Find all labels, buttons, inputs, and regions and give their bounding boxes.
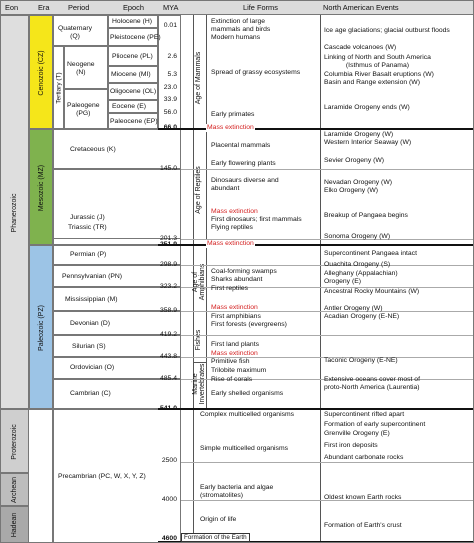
period-paleogene: Paleogene (PG) [64,89,108,129]
mya-56: 56.0 [163,109,177,116]
mya-323-2: 323.2 [159,283,177,290]
life-placental-mammals: Placental mammals [211,142,271,149]
event-grenville: Grenville Orogeny (E) [324,430,390,437]
life-modern-humans: Modern humans [211,34,261,41]
eon-hadean: Hadean [0,506,29,543]
life-mass-extinction-443: Mass extinction [211,350,258,357]
epoch-oligocene: Oligocene (OL) [108,83,158,100]
boundary-541 [158,408,474,410]
life-mass-extinction-251: Mass extinction [207,240,254,247]
period-permian: Permian (P) [53,245,181,265]
period-triassic: Triassic (TR) [68,224,107,231]
event-taconic: Taconic Orogeny (E-NE) [324,357,398,364]
table-header [0,0,474,15]
epoch-holocene: Holocene (H) [108,15,158,28]
life-first-amphibians: First amphibians [211,313,261,320]
event-earth-crust: Formation of Earth's crust [324,522,402,529]
life-first-dinosaurs: First dinosaurs; first mammals [211,216,302,223]
event-ancestral-rockies: Ancestral Rocky Mountains (W) [324,288,420,295]
header-period: Period [68,3,90,12]
period-cambrian: Cambrian (C) [53,379,181,409]
age-column-right [206,15,207,409]
period-silurian: Silurian (S) [53,335,181,357]
era-mesozoic: Mesozoic (MZ) [29,129,53,245]
event-acadian: Acadian Orogeny (E-NE) [324,313,400,320]
event-nevadan: Nevadan Orogeny (W) [324,179,392,186]
tertiary-subperiod: Tertiary (T) [53,46,64,129]
life-flowering-plants: Early flowering plants [211,160,276,167]
life-coal-swamps: Coal-forming swamps [211,268,277,275]
event-alleghany: Alleghany (Appalachian) Orogeny (E) [324,270,398,285]
life-extinction-large-mammals: Extinction of large mammals and birds [211,18,271,33]
event-isthmus-panama: Linking of North and South America (Isthmus of Panama) [324,54,431,69]
mya-419-2: 419.2 [159,331,177,338]
age-marine-invertebrates: Marine Invertebrates [192,363,206,405]
age-divider-3 [193,362,207,363]
epoch-pleistocene: Pleistocene (PE) [108,28,158,46]
event-oldest-rocks: Oldest known Earth rocks [324,494,402,501]
header-eon: Eon [5,3,19,12]
events-divider [320,15,321,543]
event-extensive-oceans: Extensive oceans cover most of proto-North America (Laurentia) [324,376,420,391]
epoch-pliocene: Pliocene (PL) [108,46,158,66]
mya-23: 23.0 [163,84,177,91]
period-jurassic: Jurassic (J) [53,169,181,239]
period-neogene: Neogene (N) [64,46,108,89]
era-paleozoic: Paleozoic (PZ) [29,245,53,409]
boundary-145 [181,169,474,170]
life-origin-of-life: Origin of life [200,516,237,523]
mya-2500: 2500 [161,457,177,464]
life-sharks-abundant: Sharks abundant [211,276,263,283]
mya-0-01: 0.01 [163,22,177,29]
life-flying-reptiles: Flying reptiles [211,224,253,231]
era-precambrian [29,409,53,543]
header-epoch: Epoch [123,3,144,12]
age-of-reptiles: Age of Reptiles [194,166,202,214]
mya-145: 145.0 [159,165,177,172]
era-cenozoic: Cenozoic (CZ) [29,15,53,129]
event-sevier: Sevier Orogeny (W) [324,157,385,164]
period-ordovician: Ordovician (O) [53,357,181,379]
life-first-reptiles: First reptiles [211,285,249,292]
period-pennsylvanian: Pennsylvanian (PN) [53,265,181,287]
mya-541: 541.0 [159,405,177,412]
eon-archean: Archean [0,473,29,506]
boundary-2500 [181,462,474,463]
life-formation-of-earth: Formation of the Earth [181,533,250,542]
event-rifted-apart: Supercontinent rifted apart [324,411,405,418]
life-mass-extinction-201: Mass extinction [211,208,258,215]
life-rise-of-corals: Rise of corals [211,376,253,383]
boundary-419-2 [181,335,474,336]
mya-33-9: 33.9 [163,96,177,103]
event-laramide-ends: Laramide Orogeny ends (W) [324,104,410,111]
event-laramide: Laramide Orogeny (W) [324,131,394,138]
life-early-shelled: Early shelled organisms [211,390,284,397]
age-of-fishes: Fishes [194,329,202,351]
event-ouachita: Ouachita Orogeny (S) [324,261,391,268]
event-ice-age: Ice age glaciations; glacial outburst floods [324,27,450,34]
header-mya: MYA [163,3,179,12]
life-primitive-fish: Primitive fish [211,358,250,365]
epoch-paleocene: Paleocene (EP) [108,113,158,129]
mya-298-9: 298.9 [159,261,177,268]
age-of-amphibians: Age of Amphibians [192,263,206,301]
life-trilobite-maximum: Trilobite maximum [211,367,267,374]
life-simple-multicelled: Simple multicelled organisms [200,445,289,452]
mya-2-6: 2.6 [167,53,177,60]
life-first-land-plants: First land plants [211,341,259,348]
mya-4600: 4600 [161,535,177,542]
life-mass-extinction-66: Mass extinction [207,124,254,131]
period-mississippian: Mississippian (M) [53,287,181,311]
event-carbonate-rocks: Abundant carbonate rocks [324,454,404,461]
life-dinosaurs-diverse: Dinosaurs diverse and abundant [211,177,279,192]
mya-358-9: 358.9 [159,307,177,314]
period-devonian: Devonian (D) [53,311,181,335]
epoch-eocene: Eocene (E) [108,100,158,113]
period-cretaceous: Cretaceous (K) [53,129,181,169]
event-pangaea-intact: Supercontinent Pangaea intact [324,250,417,257]
mya-5-3: 5.3 [167,71,177,78]
age-of-mammals: Age of Mammals [194,51,202,105]
mya-4000: 4000 [161,496,177,503]
mya-485-4: 485.4 [159,375,177,382]
mya-443-8: 443.8 [159,353,177,360]
epoch-miocene: Miocene (MI) [108,66,158,83]
event-first-iron: First iron deposits [324,442,378,449]
event-pangaea-breakup: Breakup of Pangaea begins [324,212,408,219]
life-complex-multicelled: Complex multicelled organisms [200,411,295,418]
life-mass-extinction-358: Mass extinction [211,304,258,311]
header-era: Era [38,3,50,12]
eon-proterozoic: Proterozoic [0,409,29,473]
life-early-primates: Early primates [211,111,255,118]
event-cascade-volcanoes: Cascade volcanoes (W) [324,44,397,51]
mya-201-3: 201.3 [159,235,177,242]
life-first-forests: First forests (evergreens) [211,321,287,328]
mya-251-9: 251.9 [159,241,177,248]
event-elko: Elko Orogeny (W) [324,187,379,194]
mya-66: 66.0 [163,124,177,131]
event-basin-range: Basin and Range extension (W) [324,79,420,86]
period-quaternary: Quaternary (Q) [53,15,108,46]
period-precambrian: Precambrian (PC, W, X, Y, Z) [53,409,181,543]
header-life-forms: Life Forms [243,3,278,12]
eon-phanerozoic: Phanerozoic [0,15,29,409]
header-events: North American Events [323,3,399,12]
life-grassy-ecosystems: Spread of grassy ecosystems [211,69,301,76]
event-columbia-basalt: Columbia River Basalt eruptions (W) [324,71,434,78]
event-antler: Antler Orogeny (W) [324,305,383,312]
event-western-seaway: Western Interior Seaway (W) [324,139,412,146]
event-early-supercontinent: Formation of early supercontinent [324,421,426,428]
event-sonoma: Sonoma Orogeny (W) [324,233,391,240]
life-early-bacteria: Early bacteria and algae (stromatolites) [200,484,274,499]
